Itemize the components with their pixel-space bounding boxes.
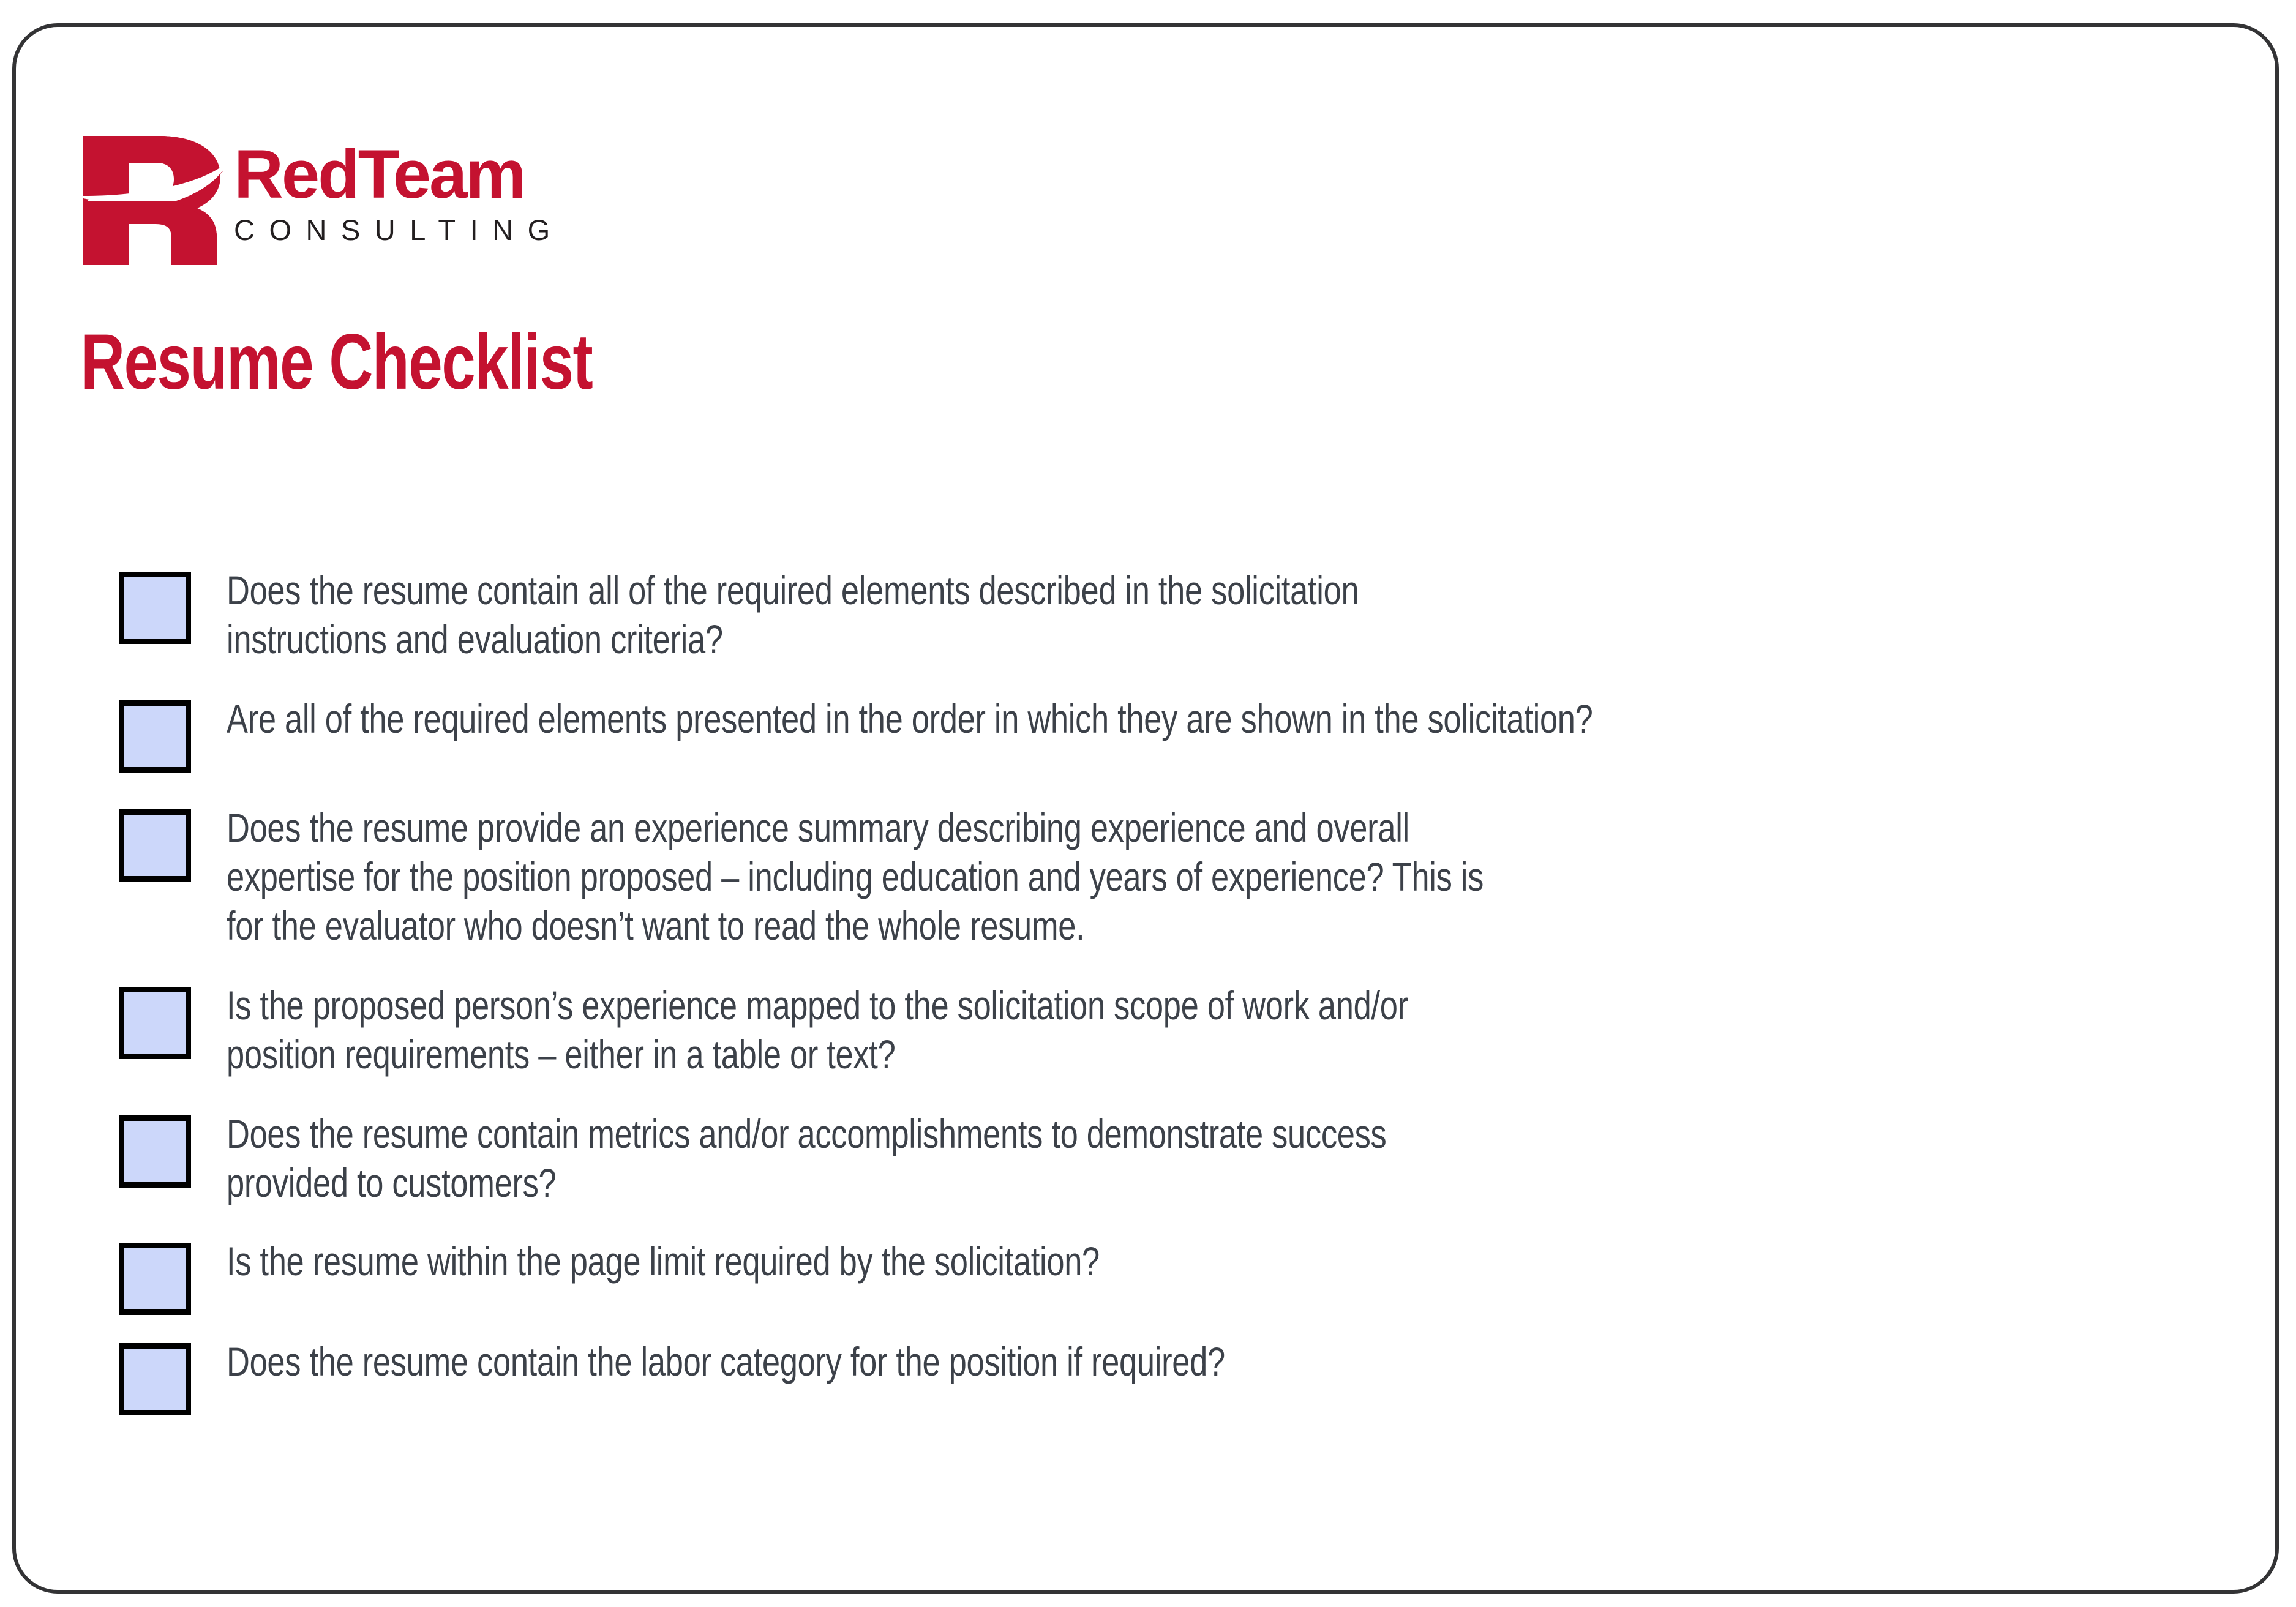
checklist-item[interactable] bbox=[119, 981, 2213, 1079]
red-r-swoosh-logo-icon bbox=[81, 135, 234, 266]
logo-wordmark bbox=[234, 138, 632, 267]
checklist-item-label: Is the proposed person’s experience mapped to the solicitation scope of work and/or position requirements – either in a table or text? bbox=[227, 983, 1408, 1077]
checkbox-experience-summary[interactable] bbox=[119, 809, 191, 882]
checklist-item-label: Does the resume provide an experience summary describing experience and overall expertise for the position proposed – including education and years of experience? This is for the evaluator who doesn’t want to read the whole resume. bbox=[227, 805, 1484, 948]
checkbox-metrics-accomplishments[interactable] bbox=[119, 1115, 191, 1188]
brand-name-primary: RedTeam bbox=[234, 136, 525, 212]
checklist bbox=[119, 566, 2213, 1415]
checklist-item[interactable] bbox=[119, 1337, 2213, 1415]
checklist-item[interactable] bbox=[119, 803, 2213, 950]
checklist-item-label: Does the resume contain the labor category for the position if required? bbox=[227, 1339, 1225, 1384]
checklist-item[interactable] bbox=[119, 694, 2213, 773]
checkbox-experience-mapping[interactable] bbox=[119, 987, 191, 1059]
brand-name-secondary: CONSULTING bbox=[234, 214, 565, 246]
checklist-item-label: Does the resume contain metrics and/or accomplishments to demonstrate success provided to customers? bbox=[227, 1111, 1387, 1205]
checkbox-required-elements[interactable] bbox=[119, 572, 191, 644]
page-title: Resume Checklist bbox=[81, 318, 593, 406]
card-frame bbox=[12, 23, 2279, 1594]
checklist-item[interactable] bbox=[119, 1109, 2213, 1207]
redteam-consulting-logo bbox=[81, 135, 632, 269]
checkbox-page-limit[interactable] bbox=[119, 1243, 191, 1315]
checklist-item[interactable] bbox=[119, 566, 2213, 664]
checklist-item[interactable] bbox=[119, 1237, 2213, 1315]
checklist-item-label: Does the resume contain all of the required elements described in the solicitation instructions and evaluation criteria? bbox=[227, 568, 1359, 662]
checklist-item-label: Are all of the required elements presented in the order in which they are shown in the solicitation? bbox=[227, 696, 1593, 741]
checkbox-element-order[interactable] bbox=[119, 700, 191, 773]
checklist-item-label: Is the resume within the page limit required by the solicitation? bbox=[227, 1238, 1100, 1284]
checkbox-labor-category[interactable] bbox=[119, 1343, 191, 1415]
